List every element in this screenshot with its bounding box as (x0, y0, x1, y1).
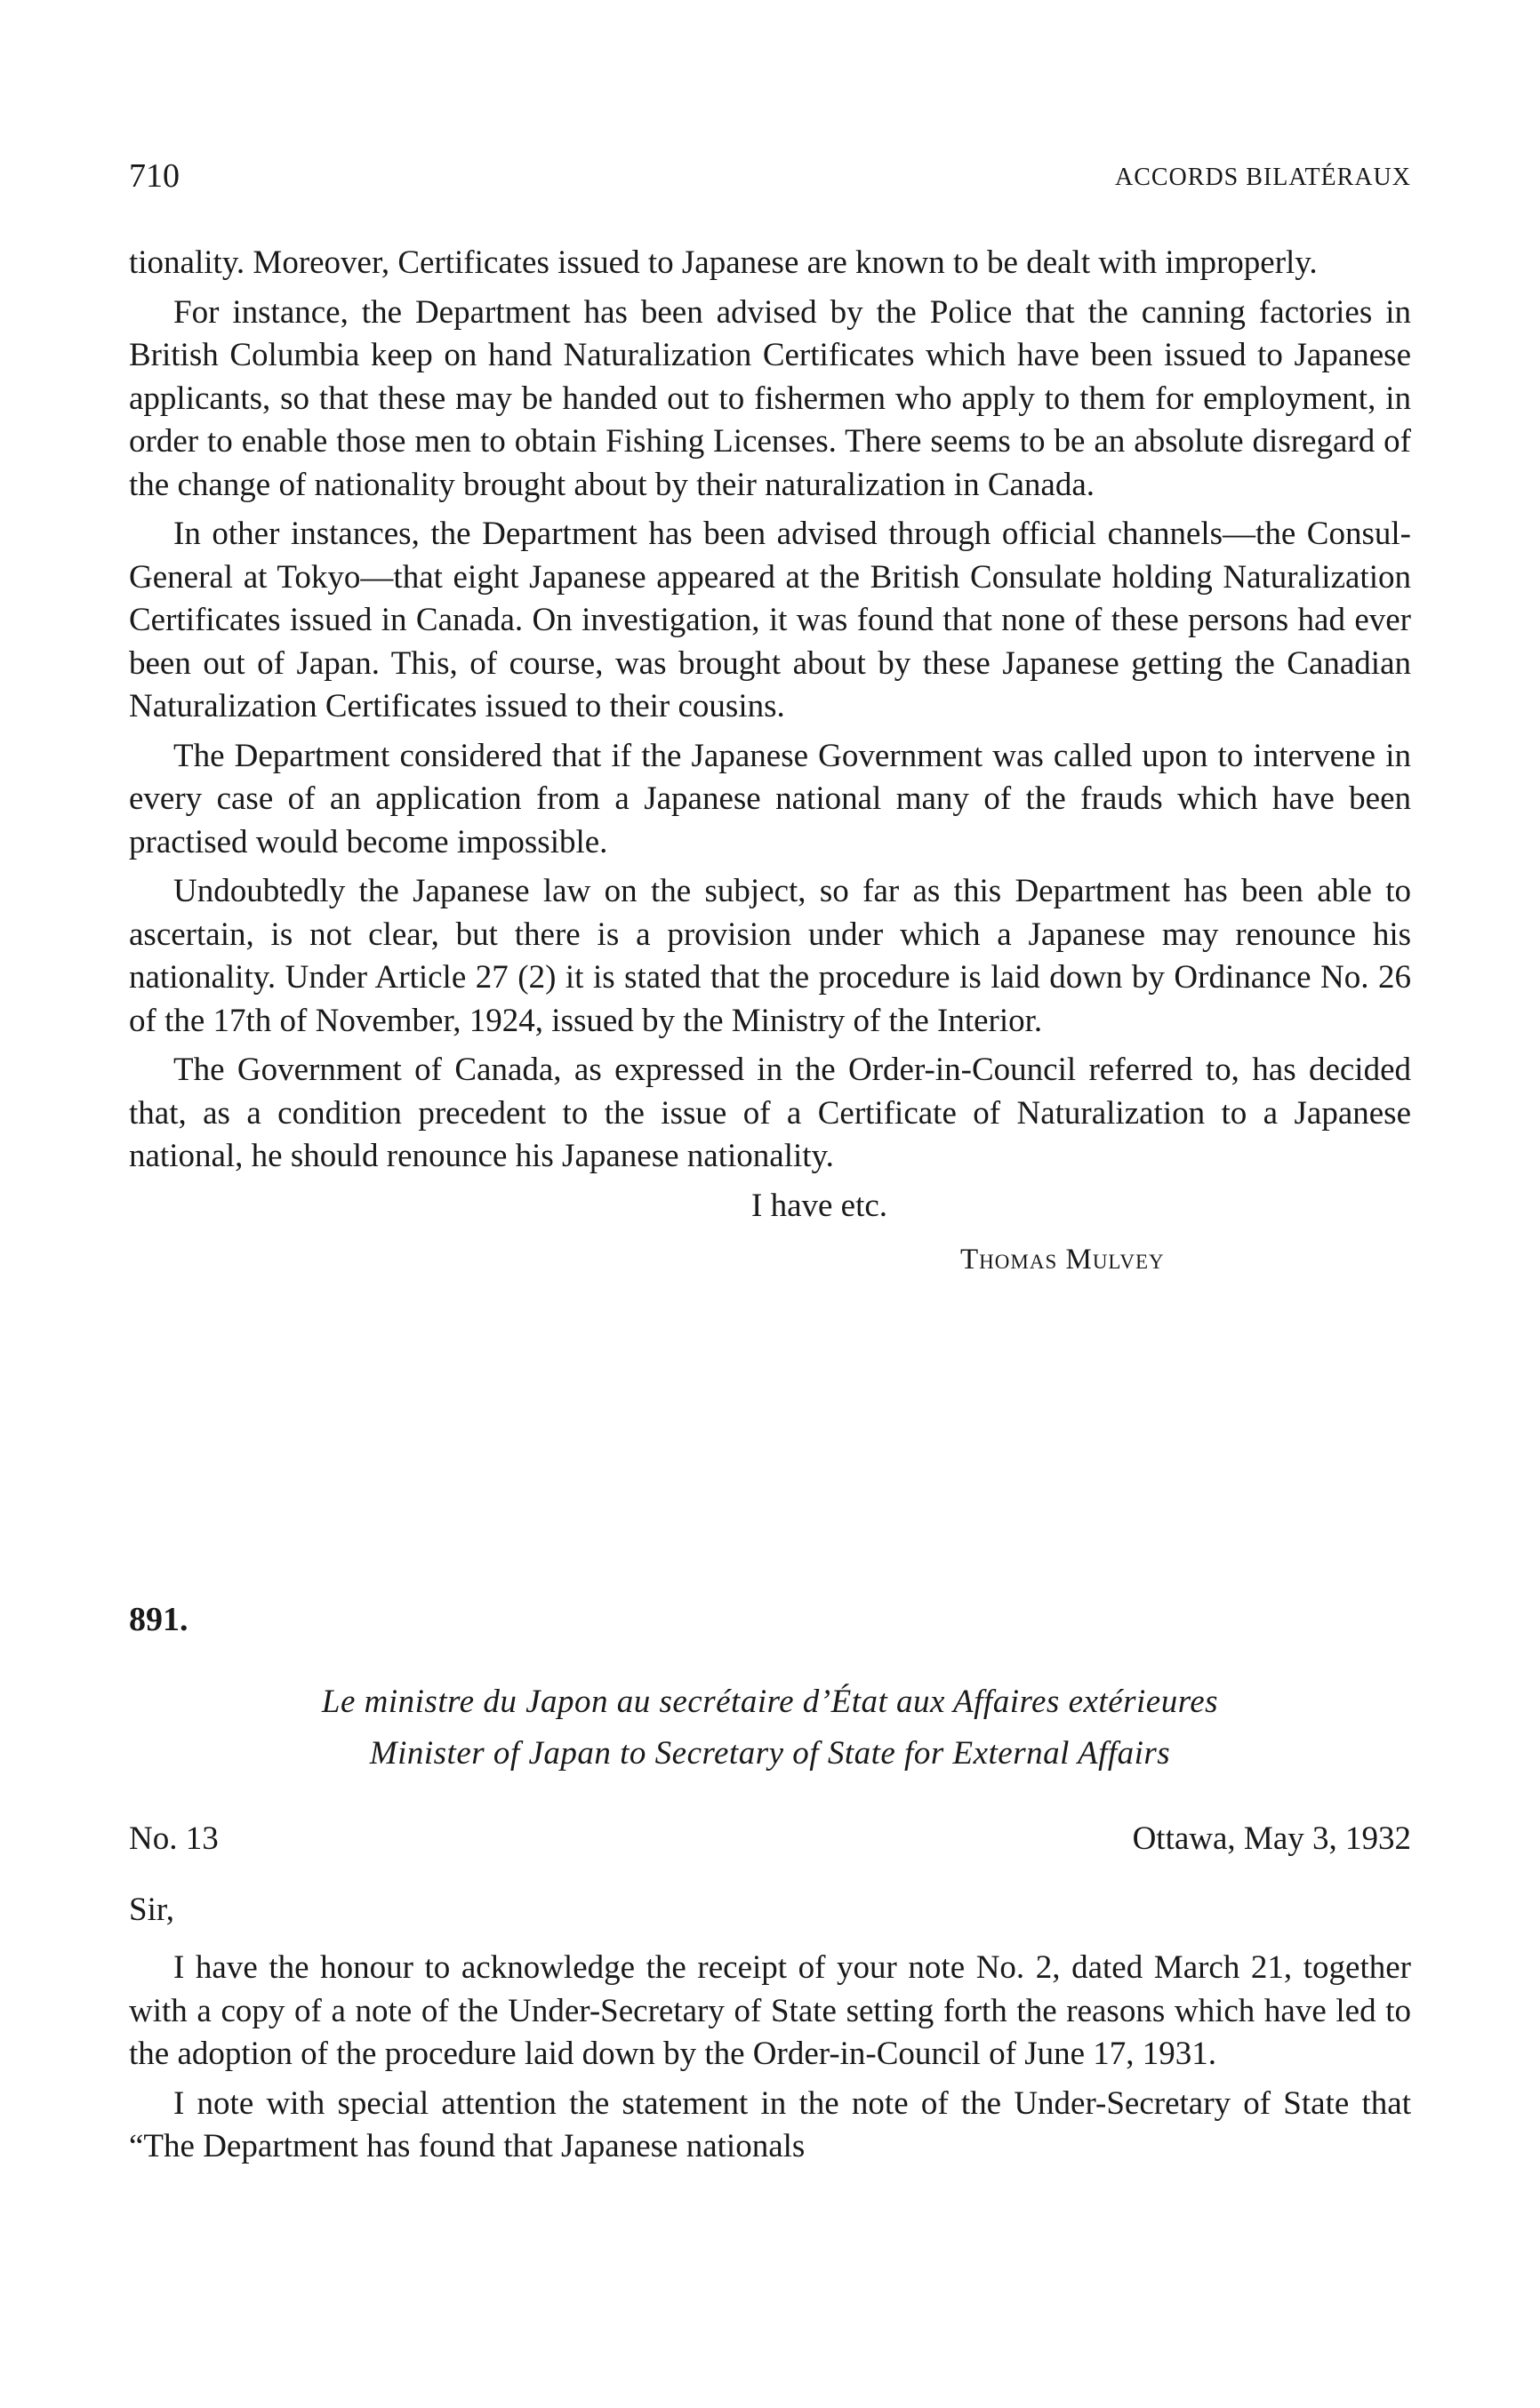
document-heading-english: Minister of Japan to Secretary of State for External Affairs (369, 1735, 1171, 1772)
closing: I have etc. (751, 1187, 888, 1224)
note-number: No. 13 (129, 1820, 219, 1857)
paragraph: The Government of Canada, as expressed in the Order-in-Council referred to, has decided that, as a condition precedent to the issue of a Certificate of Naturalization to a Japanese national, he should renounce his Japanese nationality. (129, 1052, 1411, 1174)
page-number: 710 (129, 157, 180, 195)
note-place-date: Ottawa, May 3, 1932 (1132, 1820, 1411, 1857)
paragraph: The Department considered that if the Japanese Government was called upon to intervene in every case of an application from a Japanese national many of the frauds which have been practised would become impossible. (129, 737, 1411, 860)
paragraph: Undoubtedly the Japanese law on the subject, so far as this Department has been able to ascertain, is not clear, but there is a provision under which a Japanese may renounce his nationality. Under Article 27 (2) it is stated that the procedure is laid down by Ordinance No. 26 of the 17th of November, 1924, issued by the Ministry of the Interior. (129, 873, 1411, 1039)
paragraph: For instance, the Department has been advised by the Police that the canning factories in British Columbia keep on hand Naturalization Certificates which have been issued to Japanese applicants, so that these may be handed out to fishermen who apply to them for employment, in order to enable those men to obtain Fishing Licenses. There seems to be an absolute disregard of the change of nationality brought about by their naturalization in Canada. (129, 293, 1411, 503)
document-heading-french: Le ministre du Japon au secrétaire d’État aux Affaires extérieures (321, 1684, 1219, 1720)
note-meta (129, 1820, 1411, 1864)
paragraph: I note with special attention the statement in the note of the Under-Secretary of State that “The Department has found that Japanese nationals (129, 2084, 1411, 2164)
running-title: ACCORDS BILATÉRAUX (1114, 164, 1411, 191)
paragraph: In other instances, the Department has been advised through official channels—the Consul-General at Tokyo—that eight Japanese appeared at the British Consulate holding Naturalization Certificates issued in Canada. On investigation, it was found that none of these persons had ever been out of Japan. This, of course, was brought about by these Japanese getting the Canadian Naturalization Certificates issued to their cousins. (129, 516, 1411, 724)
paragraph: I have the honour to acknowledge the receipt of your note No. 2, dated March 21, together with a copy of a note of the Under-Secretary of State setting forth the reasons which have led to the adoption of the procedure laid down by the Order-in-Council of June 17, 1931. (129, 1949, 1411, 2072)
salutation: Sir, (129, 1892, 174, 1928)
letter-body (129, 1947, 1411, 2175)
signature: Thomas Mulvey (960, 1243, 1165, 1276)
letter-continuation (129, 242, 1411, 1276)
paragraph: tionality. Moreover, Certificates issued to Japanese are known to be dealt with improperly. (129, 244, 1318, 281)
document-number: 891. (129, 1601, 188, 1638)
running-head (129, 156, 1411, 203)
